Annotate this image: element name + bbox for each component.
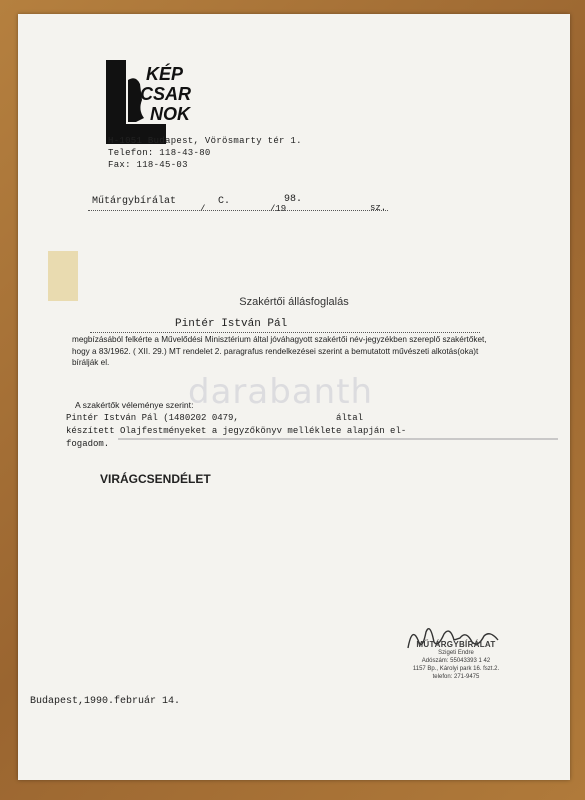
reference-year-field: /19 [270, 204, 287, 214]
document-page [18, 14, 570, 780]
opinion-line-2: készített Olajfestményeket a jegyzőkönyv melléklete alapján el- [66, 426, 407, 436]
logo-text-2: CSAR [140, 84, 192, 104]
name-dotted-line [90, 332, 480, 333]
stamp-phone: telefon: 271-9475 [432, 674, 480, 680]
opinion-label: A szakértők véleménye szerint: [75, 400, 194, 410]
reference-separator: / [200, 204, 206, 214]
kepcsarnok-logo [106, 60, 198, 144]
document-title: Szakértői állásfoglalás [239, 296, 349, 308]
stamp-tax: Adószám: 55043393 1 42 [421, 658, 491, 664]
stamp-address: 1157 Bp., Károlyi park 16. fszt.2. [412, 666, 500, 672]
opinion-line-3: fogadom. [66, 439, 110, 449]
artwork-title: VIRÁGCSENDÉLET [100, 472, 211, 486]
watermark: darabanth [188, 372, 374, 412]
body-paragraph: megbízásából felkérte a Művelődési Minisztérium által jóváhagyott szakértői név-jegyzékben szereplő szakértőket, hogy a 83/1962. ( XII. 29.) MT rendelet 2. paragrafus rendelkezései szerint a bemutatott művészeti alkotás(oka)t bírálják el. [72, 335, 487, 367]
opinion-line-1: Pintér István Pál (1480202 0479, által [66, 413, 364, 423]
logo-text-1: KÉP [146, 64, 184, 84]
letterhead-address: H-1051 Budapest, Vörösmarty tér 1. [108, 136, 302, 146]
stamp [386, 640, 526, 681]
letterhead-fax: Fax: 118-45-03 [108, 160, 188, 170]
stamp-name: Szigeti Endre [438, 650, 474, 656]
reference-suffix: sz. [370, 203, 387, 213]
document-date: Budapest,1990.február 14. [30, 696, 181, 707]
expert-name: Pintér István Pál [175, 318, 288, 330]
letterhead-phone: Telefon: 118-43-80 [108, 148, 211, 158]
reference-label: Műtárgybírálat [92, 196, 177, 207]
logo-text-3: NOK [150, 104, 190, 124]
tape-mark [48, 251, 78, 301]
reference-dotted-line [88, 210, 388, 211]
reference-number: 98. [284, 194, 303, 205]
reference-letter: C. [218, 196, 231, 207]
stamp-org: MŰTÁRGYBÍRÁLAT [416, 640, 496, 649]
